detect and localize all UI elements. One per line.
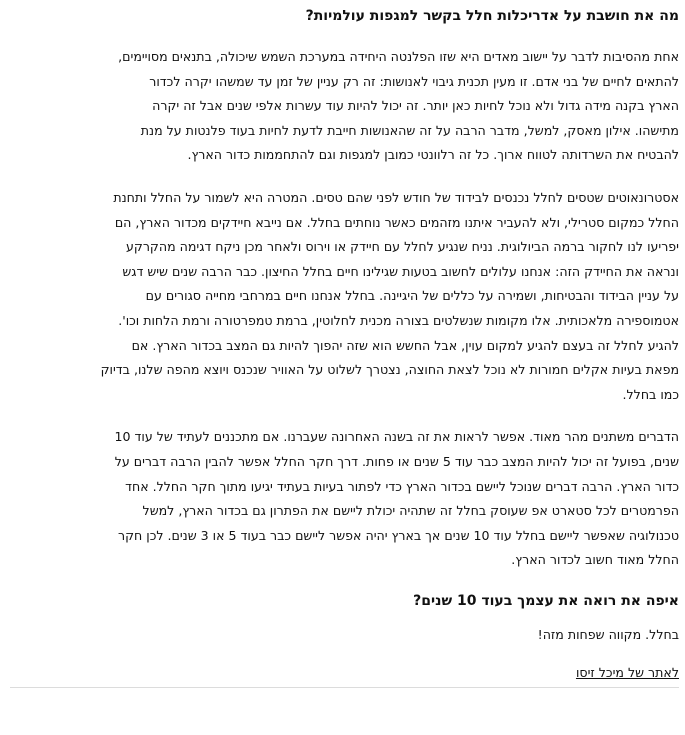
paragraph-line: שנים, בפועל זה יכול להיות המצב כבר עוד 5 שנים או פחות. דרך חקר החלל אפשר להבין הרבה דברים על [114, 453, 679, 469]
paragraph-line: כדור הארץ. הרבה דברים שנוכל ליישם בכדור הארץ כדי לפתור בעיות בעתיד יגיעו מתוך חקר החלל. אחד [125, 478, 679, 494]
paragraph-line: להגיע לחלל זה בעצם להגיע למקום עוין, אבל החשש הוא שזה יהפוך להיות גם המצב בכדור הארץ. אם [131, 337, 679, 353]
paragraph-line: להבטיח את השרדותה לטווח ארוך. כל זה רלוונטי כמובן למגפות וגם להתחממות כדור הארץ. [187, 147, 679, 163]
paragraph-line: על עניין הבידוד והבטיחות, ושמירה על כללים של היגיינה. בחלל אנחנו חיים במרחבי מחייה סגורים עם [145, 288, 679, 304]
paragraph-line: אחת מהסיבות לדבר על יישוב מאדים היא שזו הפלנטה היחידה במערכת השמש שיכולה, בתנאים מסויימים, [118, 49, 679, 64]
paragraph-1 [10, 45, 679, 168]
paragraph-line: מפאת בעיות אקלים חמורות לא נוכל לצאת החוצה, נצטרך לשלוט על האוויר שנכנס ויוצא מהפה שלנו, בדיוק [100, 362, 679, 378]
paragraph-line: כמו בחלל. [622, 386, 679, 402]
designer-website-link[interactable]: לאתר של מיכל זיסו [575, 664, 679, 680]
paragraph-line: הפרמטרים לכל סטארט אפ שעוסק בחלל זה שתהיה יכולת ליישם את הפתרון גם בכדור הארץ, למשל [142, 503, 679, 519]
paragraph-line: הדברים משתנים מהר מאוד. אפשר לראות את זה בשנה האחרונה שעברנו. אם מתכננים לעתיד של עוד 10 [114, 429, 679, 445]
paragraph-line: להתאים לחיים של בני אדם. זו מעין תכנית גיבוי לאנושות: זה רק עניין של זמן עד שמשהו יקרה לכדור [149, 73, 679, 89]
bottom-divider [10, 687, 679, 688]
question-heading-2: איפה את רואה את עצמך בעוד 10 שנים? [413, 592, 679, 609]
paragraph-line: יפריעו לנו לחקור ברמה הביולוגית. נניח שנגיע לחלל עם חיידק או וירוס ולאחר מכן ניקח דגימה מהקרקע [126, 239, 679, 255]
paragraph-line: ונראה את החיידק הזה: אנחנו עלולים לחשוב בטעות שגילינו חיים בחלל החיצון. כבר הרבה שנים שיש דגש [122, 263, 679, 279]
paragraph-line: הארץ בקנה מידה גדול ולא נוכל לחיות כאן יותר. זה יכול להיות עוד עשרות אלפי שנים אבל זה יקרה [152, 98, 679, 114]
question-heading-1: מה את חושבת על אדריכלות חלל בקשר למגפות עולמיות? [305, 8, 679, 24]
paragraph-2 [10, 186, 679, 407]
paragraph-3 [10, 425, 679, 573]
paragraph-line: טכנולוגיה שאפשר ליישם בחלל עוד 10 שנים אך בארץ יהיה אפשר ליישם כבר בעוד 5 או 3 שנים. לכן חקר [117, 527, 679, 543]
paragraph-line: מתישהו. אילון מאסק, למשל, מדבר הרבה על זה שהאנושות חייבת לדעת לחיות בעוד פלנטות על מנת [140, 122, 679, 138]
paragraph-line: החלל כמקום סטרילי, ולא להעביר איתנו מזהמים כאשר נוחתים בחלל. אם נייבא חיידקים מכדור הארץ, הם [114, 214, 679, 230]
paragraph-line: החלל מאוד חשוב לכדור הארץ. [511, 552, 679, 568]
paragraph-line: אטמוספירה מלאכותית. אלו מקומות שנשלטים בצורה מכנית לחלוטין, ברמת טמפרטורה ורמת הלחות וכו'. [118, 312, 679, 328]
answer-text: בחלל. מקווה שפחות מזה! [537, 626, 679, 642]
paragraph-line: אסטרונאוטים שטסים לחלל נכנסים לבידוד של חודש לפני שהם טסים. המטרה היא לשמור על החלל ותחנת [113, 189, 679, 205]
